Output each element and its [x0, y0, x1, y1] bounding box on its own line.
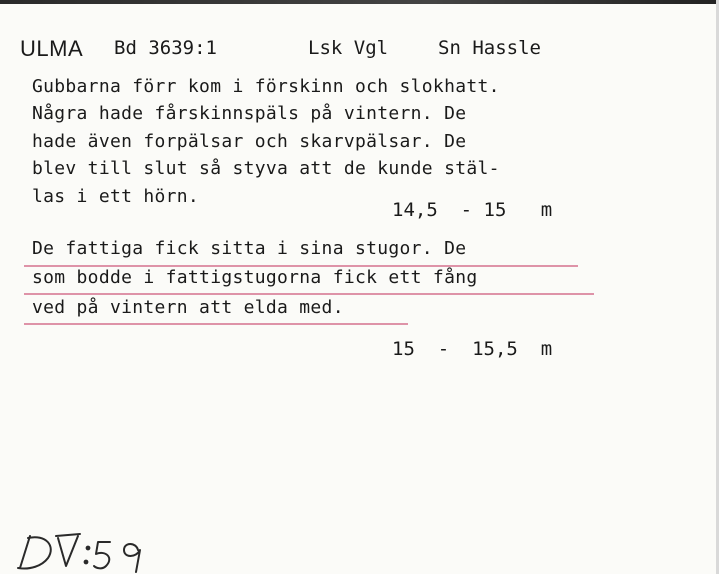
entry1-line: Gubbarna förr kom i förskinn och slokhatt. — [32, 76, 500, 97]
handwritten-mark — [12, 528, 162, 574]
archive-name: ULMA — [20, 36, 84, 61]
entry2-line: ved på vintern att elda med. — [32, 297, 344, 318]
card-top-edge — [0, 0, 719, 4]
parish-label: Sn Hassle — [438, 37, 541, 59]
entry1-line: hade även forpälsar och skarvpälsar. De — [32, 131, 467, 152]
entry2-range: 15 - 15,5 m — [392, 338, 553, 360]
entry1-line: las i ett hörn. — [32, 186, 200, 207]
entry1-line: Några hade fårskinnspäls på vintern. De — [32, 103, 467, 124]
entry1-line: blev till slut så styva att de kunde stäl- — [32, 158, 500, 179]
underline-mark — [24, 323, 408, 325]
volume-number: Bd 3639:1 — [114, 37, 217, 59]
entry2-line: De fattiga fick sitta i sina stugor. De — [32, 238, 467, 259]
underline-mark — [24, 293, 594, 295]
province-label: Lsk Vgl — [308, 37, 389, 59]
entry1-range: 14,5 - 15 m — [392, 199, 553, 221]
entry2-line: som bodde i fattigstugorna fick ett fång — [32, 267, 478, 288]
